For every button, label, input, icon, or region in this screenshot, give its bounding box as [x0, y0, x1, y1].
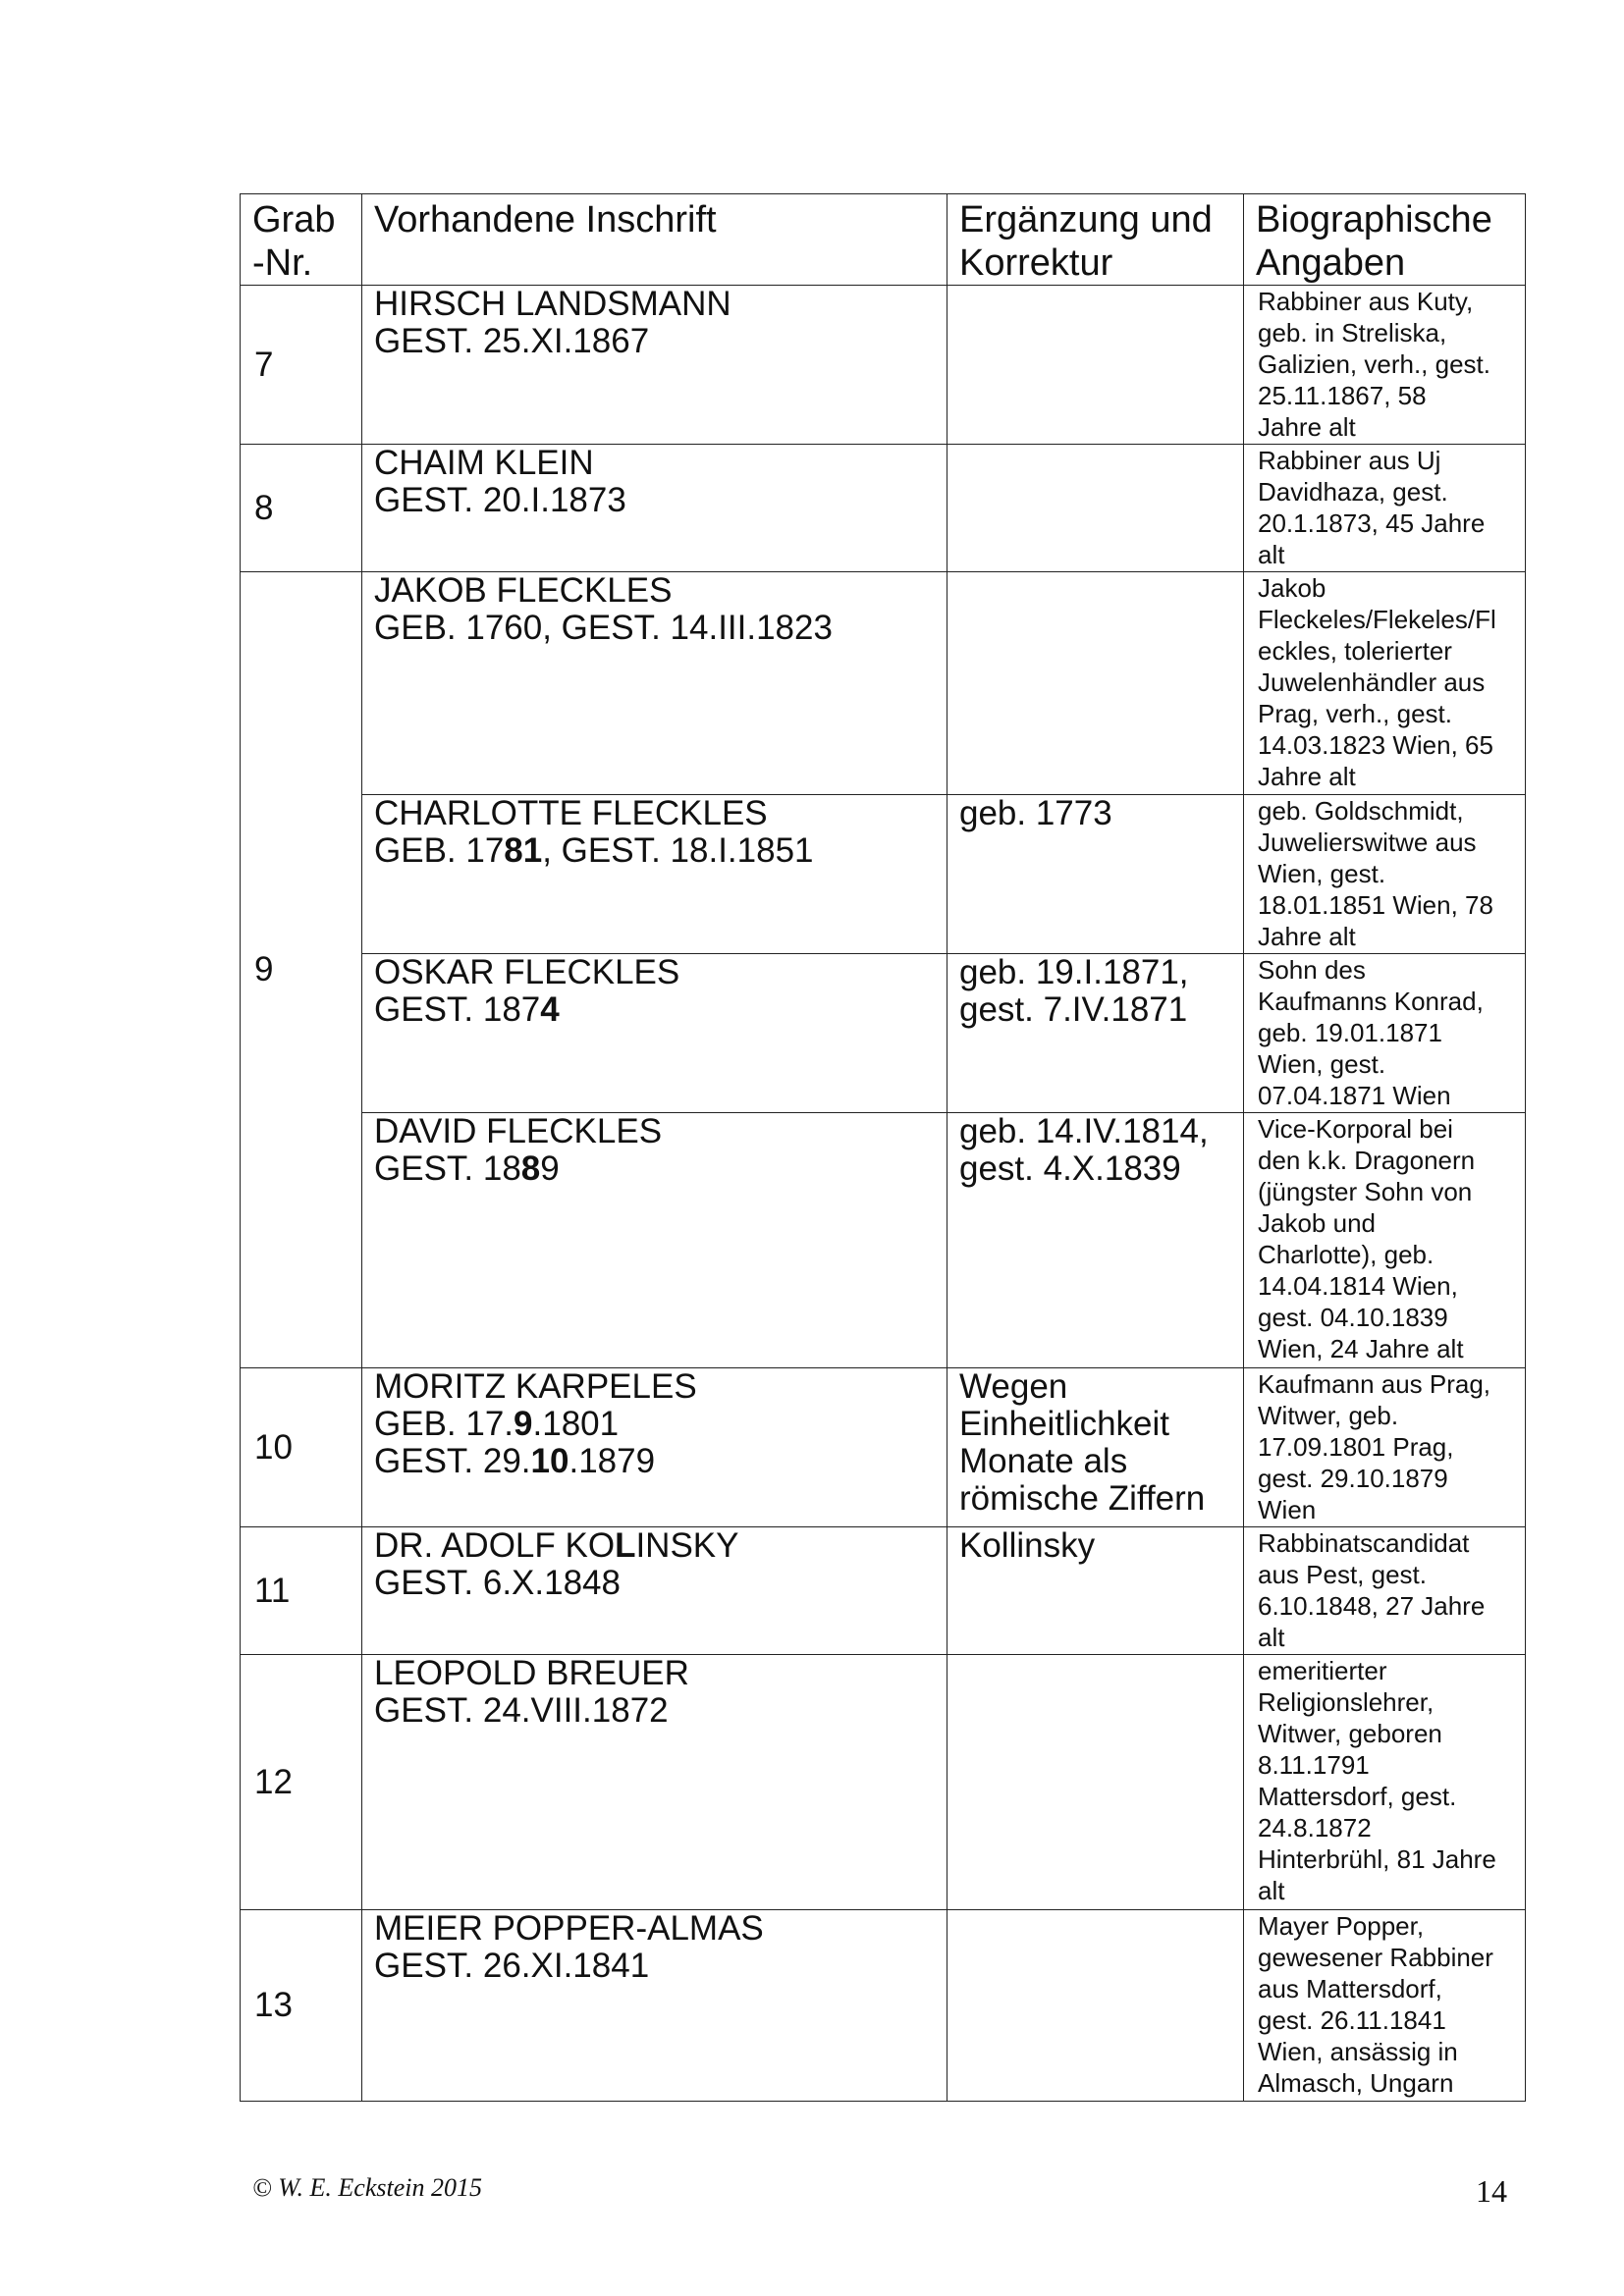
- biographie-cell-line: aus Mattersdorf,: [1258, 1974, 1442, 2003]
- biographie-cell-line: gest. 29.10.1879: [1258, 1464, 1448, 1493]
- biographie-cell-line: Juwelierswitwe aus: [1258, 828, 1477, 857]
- biographie-cell-line: Religionslehrer,: [1258, 1687, 1435, 1717]
- inschrift-cell: [362, 1113, 947, 1368]
- inschrift-cell-line: DAVID FLECKLES: [374, 1112, 663, 1150]
- inschrift-cell-line: MORITZ KARPELES: [374, 1367, 697, 1406]
- biographie-cell-line: Sohn des: [1258, 955, 1366, 985]
- biographie-cell-line: Kaufmanns Konrad,: [1258, 987, 1484, 1016]
- ergaenzung-cell: [947, 286, 1244, 445]
- biographie-cell-line: gest. 26.11.1841: [1258, 2005, 1446, 2035]
- inschrift-cell-line: GEB. 17.9.1801: [374, 1405, 620, 1443]
- biographie-cell-line: geb. 19.01.1871: [1258, 1018, 1442, 1047]
- biographie-cell: [1244, 1113, 1526, 1368]
- biographie-cell-line: (jüngster Sohn von: [1258, 1177, 1473, 1206]
- inschrift-cell-line: GEST. 20.I.1873: [374, 481, 626, 519]
- header-text: Biographische: [1256, 199, 1492, 240]
- biographie-cell-line: Witwer, geb.: [1258, 1401, 1399, 1430]
- biographie-cell: [1244, 572, 1526, 795]
- ergaenzung-cell: [947, 954, 1244, 1113]
- table-row: [241, 795, 1526, 954]
- ergaenzung-cell-line: Einheitlichkeit: [959, 1405, 1169, 1443]
- page-number: 14: [1476, 2173, 1507, 2209]
- ergaenzung-cell: [947, 1910, 1244, 2102]
- ergaenzung-cell-line: Kollinsky: [959, 1526, 1096, 1565]
- inschrift-cell-line: GEB. 1781, GEST. 18.I.1851: [374, 831, 814, 870]
- ergaenzung-cell-line: geb. 14.IV.1814,: [959, 1112, 1209, 1150]
- biographie-cell: [1244, 445, 1526, 572]
- header-inschrift: [362, 194, 947, 286]
- header-ergaenzung: [947, 194, 1244, 286]
- header-text: Vorhandene Inschrift: [374, 199, 717, 240]
- ergaenzung-cell-line: gest. 4.X.1839: [959, 1149, 1181, 1188]
- biographie-cell-line: Jakob: [1258, 573, 1326, 603]
- biographie-cell-line: gewesener Rabbiner: [1258, 1943, 1493, 1972]
- biographie-cell-line: Hinterbrühl, 81 Jahre: [1258, 1844, 1496, 1874]
- header-text: Korrektur: [959, 242, 1113, 284]
- inschrift-cell-line: GEST. 1874: [374, 990, 560, 1029]
- copyright-notice: © W. E. Eckstein 2015: [252, 2173, 482, 2202]
- inschrift-cell: [362, 1910, 947, 2102]
- inschrift-cell-line: CHARLOTTE FLECKLES: [374, 794, 768, 832]
- inschrift-cell-line: GEST. 25.XI.1867: [374, 322, 650, 360]
- header-text: Angaben: [1256, 242, 1406, 284]
- biographie-cell-line: Witwer, geboren: [1258, 1719, 1442, 1748]
- biographie-cell-line: Galizien, verh., gest.: [1258, 349, 1490, 379]
- biographie-cell-line: Fleckeles/Flekeles/Fl: [1258, 605, 1496, 634]
- grab-nr-cell: 10: [241, 1368, 362, 1527]
- biographie-cell-line: 14.03.1823 Wien, 65: [1258, 730, 1493, 760]
- biographie-cell-line: Rabbiner aus Kuty,: [1258, 287, 1474, 316]
- biographie-cell-line: Wien: [1258, 1495, 1317, 1524]
- biographie-cell-line: gest. 04.10.1839: [1258, 1303, 1448, 1332]
- ergaenzung-cell-line: römische Ziffern: [959, 1479, 1206, 1518]
- inschrift-cell: [362, 1527, 947, 1655]
- inschrift-cell-line: GEB. 1760, GEST. 14.III.1823: [374, 609, 833, 647]
- biographie-cell-line: Jahre alt: [1258, 922, 1356, 951]
- biographie-cell-line: Kaufmann aus Prag,: [1258, 1369, 1491, 1399]
- biographie-cell: [1244, 795, 1526, 954]
- ergaenzung-cell-line: gest. 7.IV.1871: [959, 990, 1188, 1029]
- inschrift-cell: [362, 1368, 947, 1527]
- biographie-cell-line: 17.09.1801 Prag,: [1258, 1432, 1454, 1462]
- inschrift-cell-line: CHAIM KLEIN: [374, 444, 594, 482]
- table-row: [241, 286, 1526, 445]
- ergaenzung-cell-line: Wegen: [959, 1367, 1068, 1406]
- table-row: [241, 445, 1526, 572]
- biographie-cell-line: 20.1.1873, 45 Jahre: [1258, 508, 1486, 538]
- grave-table-body: [241, 194, 1526, 2102]
- inschrift-cell-line: HIRSCH LANDSMANN: [374, 285, 731, 323]
- inschrift-cell-line: GEST. 29.10.1879: [374, 1442, 656, 1480]
- grab-nr-cell: 11: [241, 1527, 362, 1655]
- table-row: [241, 572, 1526, 795]
- ergaenzung-cell-line: geb. 19.I.1871,: [959, 953, 1189, 991]
- biographie-cell-line: Charlotte), geb.: [1258, 1240, 1435, 1269]
- inschrift-cell-line: DR. ADOLF KOLINSKY: [374, 1526, 739, 1565]
- ergaenzung-cell: [947, 1113, 1244, 1368]
- table-row: [241, 1655, 1526, 1910]
- biographie-cell-line: 18.01.1851 Wien, 78: [1258, 890, 1493, 920]
- ergaenzung-cell: [947, 572, 1244, 795]
- inschrift-cell-line: GEST. 1889: [374, 1149, 560, 1188]
- inschrift-cell-line: GEST. 6.X.1848: [374, 1564, 621, 1602]
- ergaenzung-cell: [947, 795, 1244, 954]
- grab-nr-cell: 12: [241, 1655, 362, 1910]
- ergaenzung-cell: [947, 445, 1244, 572]
- biographie-cell-line: Wien, ansässig in: [1258, 2037, 1458, 2066]
- grab-nr-cell: 8: [241, 445, 362, 572]
- ergaenzung-cell-line: Monate als: [959, 1442, 1128, 1480]
- inschrift-cell-line: JAKOB FLECKLES: [374, 571, 673, 610]
- biographie-cell-line: Wien, gest.: [1258, 1049, 1386, 1079]
- biographie-cell-line: Juwelenhändler aus: [1258, 667, 1486, 697]
- ergaenzung-cell-line: geb. 1773: [959, 794, 1112, 832]
- inschrift-cell: [362, 572, 947, 795]
- header-grab-nr: [241, 194, 362, 286]
- table-row: [241, 1910, 1526, 2102]
- biographie-cell-line: 24.8.1872: [1258, 1813, 1372, 1842]
- biographie-cell-line: 14.04.1814 Wien,: [1258, 1271, 1458, 1301]
- ergaenzung-cell: [947, 1527, 1244, 1655]
- grave-table: [240, 193, 1526, 2102]
- biographie-cell-line: den k.k. Dragonern: [1258, 1146, 1476, 1175]
- inschrift-cell: [362, 445, 947, 572]
- biographie-cell-line: Jahre alt: [1258, 762, 1356, 791]
- header-text: Grab: [252, 199, 336, 240]
- header-text: -Nr.: [252, 242, 313, 284]
- inschrift-cell: [362, 286, 947, 445]
- biographie-cell-line: alt: [1258, 1876, 1285, 1905]
- grab-nr-cell: 7: [241, 286, 362, 445]
- grab-nr-cell: 9: [241, 572, 362, 1368]
- inschrift-cell-line: OSKAR FLECKLES: [374, 953, 680, 991]
- table-row: [241, 954, 1526, 1113]
- biographie-cell: [1244, 1910, 1526, 2102]
- header-text: Ergänzung und: [959, 199, 1213, 240]
- biographie-cell: [1244, 1655, 1526, 1910]
- inschrift-cell: [362, 1655, 947, 1910]
- biographie-cell-line: Wien, 24 Jahre alt: [1258, 1334, 1464, 1363]
- biographie-cell-line: Jahre alt: [1258, 412, 1356, 442]
- biographie-cell-line: geb. Goldschmidt,: [1258, 796, 1464, 826]
- ergaenzung-cell: [947, 1655, 1244, 1910]
- header-biographie: [1244, 194, 1526, 286]
- biographie-cell-line: 6.10.1848, 27 Jahre: [1258, 1591, 1486, 1621]
- biographie-cell-line: Vice-Korporal bei: [1258, 1114, 1453, 1144]
- biographie-cell: [1244, 286, 1526, 445]
- biographie-cell-line: Wien, gest.: [1258, 859, 1386, 888]
- biographie-cell-line: Rabbiner aus Uj: [1258, 446, 1441, 475]
- biographie-cell-line: alt: [1258, 540, 1285, 569]
- biographie-cell-line: Mayer Popper,: [1258, 1911, 1425, 1941]
- inschrift-cell-line: GEST. 26.XI.1841: [374, 1947, 650, 1985]
- biographie-cell-line: Mattersdorf, gest.: [1258, 1782, 1457, 1811]
- inschrift-cell: [362, 795, 947, 954]
- biographie-cell-line: alt: [1258, 1623, 1285, 1652]
- table-row: [241, 1113, 1526, 1368]
- biographie-cell-line: geb. in Streliska,: [1258, 318, 1447, 347]
- biographie-cell-line: Almasch, Ungarn: [1258, 2068, 1454, 2098]
- biographie-cell-line: eckles, tolerierter: [1258, 636, 1452, 666]
- biographie-cell-line: Davidhaza, gest.: [1258, 477, 1448, 507]
- table-header-row: [241, 194, 1526, 286]
- biographie-cell: [1244, 954, 1526, 1113]
- biographie-cell-line: Prag, verh., gest.: [1258, 699, 1452, 728]
- biographie-cell: [1244, 1368, 1526, 1527]
- inschrift-cell-line: LEOPOLD BREUER: [374, 1654, 689, 1692]
- biographie-cell-line: 25.11.1867, 58: [1258, 381, 1427, 410]
- inschrift-cell-line: GEST. 24.VIII.1872: [374, 1691, 669, 1730]
- inschrift-cell: [362, 954, 947, 1113]
- biographie-cell-line: 07.04.1871 Wien: [1258, 1081, 1451, 1110]
- biographie-cell-line: Jakob und: [1258, 1208, 1376, 1238]
- table-row: [241, 1368, 1526, 1527]
- table-row: [241, 1527, 1526, 1655]
- inschrift-cell-line: MEIER POPPER-ALMAS: [374, 1909, 764, 1948]
- biographie-cell-line: Rabbinatscandidat: [1258, 1528, 1470, 1558]
- biographie-cell: [1244, 1527, 1526, 1655]
- ergaenzung-cell: [947, 1368, 1244, 1527]
- biographie-cell-line: 8.11.1791: [1258, 1750, 1370, 1780]
- biographie-cell-line: aus Pest, gest.: [1258, 1560, 1427, 1589]
- biographie-cell-line: emeritierter: [1258, 1656, 1387, 1685]
- grab-nr-cell: 13: [241, 1910, 362, 2102]
